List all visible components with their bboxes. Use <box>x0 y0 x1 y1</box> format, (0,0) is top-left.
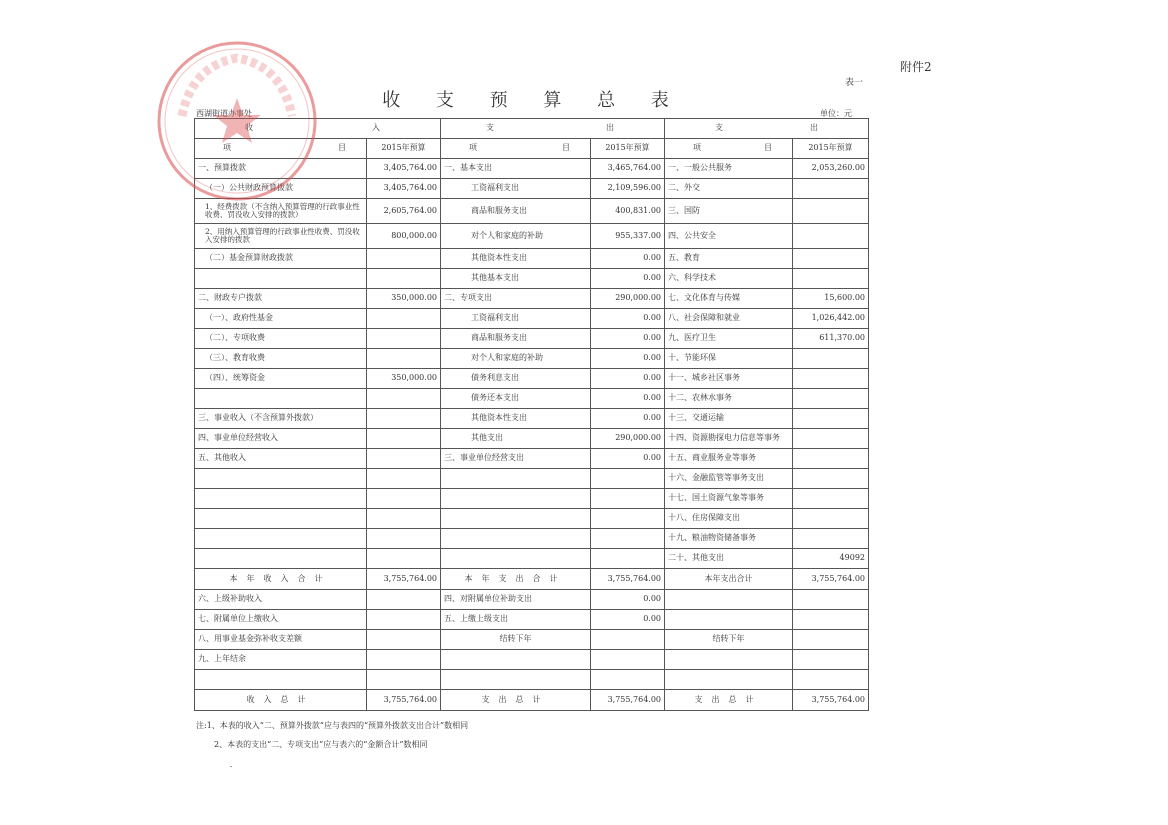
income-amount <box>367 269 441 289</box>
income-item <box>195 469 367 489</box>
table-row <box>195 529 869 549</box>
expense-func-item: 七、文化体育与传媒 <box>665 289 793 309</box>
expense-econ-amount <box>591 650 665 670</box>
income-item: 三、事业收入（不含预算外拨款） <box>195 409 367 429</box>
income-item: （三）、教育收费 <box>195 349 367 369</box>
table-row <box>195 489 869 509</box>
income-item: 四、事业单位经营收入 <box>195 429 367 449</box>
expense-econ-item: 四、对附属单位补助支出 <box>441 590 591 610</box>
income-item <box>195 269 367 289</box>
expense-econ-amount <box>591 630 665 650</box>
income-header <box>195 119 441 139</box>
table-row <box>195 409 869 429</box>
expense-econ-item <box>441 509 591 529</box>
table-number: 表一 <box>845 78 864 88</box>
table-row <box>195 329 869 349</box>
income-amount: 350,000.00 <box>367 289 441 309</box>
expense-func-amount <box>793 349 869 369</box>
income-item: （一）公共财政预算拨款 <box>195 179 367 199</box>
expense-econ-amount <box>591 489 665 509</box>
expense-func-item: 二十、其他支出 <box>665 549 793 569</box>
income-amount <box>367 670 441 690</box>
expense-func-amount <box>793 650 869 670</box>
income-amount <box>367 529 441 549</box>
expense-func-amount <box>793 369 869 389</box>
expense-func-amount <box>793 179 869 199</box>
notes <box>196 716 468 754</box>
income-item: （二）、专项收费 <box>195 329 367 349</box>
expense-func-amount <box>793 590 869 610</box>
expense-econ-amount: 2,109,596.00 <box>591 179 665 199</box>
item-header <box>665 139 793 159</box>
expense-econ-item: 债务利息支出 <box>441 369 591 389</box>
expense-econ-item <box>441 469 591 489</box>
income-amount: 350,000.00 <box>367 369 441 389</box>
table-row <box>195 610 869 630</box>
table-subheader-row <box>195 139 869 159</box>
income-item <box>195 549 367 569</box>
expense-func-amount: 611,370.00 <box>793 329 869 349</box>
year-total-row <box>195 569 869 590</box>
expense-econ-amount: 0.00 <box>591 329 665 349</box>
expense-econ-amount: 0.00 <box>591 249 665 269</box>
expense-econ-amount: 0.00 <box>591 389 665 409</box>
income-item: 九、上年结余 <box>195 650 367 670</box>
expense-func-grand-total-amount: 3,755,764.00 <box>793 690 869 711</box>
expense-func-amount: 2,053,260.00 <box>793 159 869 179</box>
expense-econ-item <box>441 529 591 549</box>
scan-speck <box>230 766 232 767</box>
table-row <box>195 369 869 389</box>
expense-func-item: 五、教育 <box>665 249 793 269</box>
income-item: 一、预算拨款 <box>195 159 367 179</box>
income-item <box>195 489 367 509</box>
expense-func-item: 结转下年 <box>665 630 793 650</box>
expense-econ-item <box>441 670 591 690</box>
expense-econ-item: 一、基本支出 <box>441 159 591 179</box>
expense-econ-item <box>441 549 591 569</box>
table-row <box>195 249 869 269</box>
expense-func-amount <box>793 449 869 469</box>
expense-econ-year-total-label: 本年支出合计 <box>441 569 591 590</box>
expense-econ-item: 工资福利支出 <box>441 179 591 199</box>
expense-econ-amount: 0.00 <box>591 309 665 329</box>
expense-econ-item <box>441 489 591 509</box>
expense-func-amount: 15,600.00 <box>793 289 869 309</box>
expense-func-amount <box>793 429 869 449</box>
expense-econ-amount <box>591 549 665 569</box>
expense-func-item: 三、国防 <box>665 199 793 224</box>
expense-func-item: 十五、商业服务业等事务 <box>665 449 793 469</box>
expense-econ-amount <box>591 670 665 690</box>
income-year-total-amount: 3,755,764.00 <box>367 569 441 590</box>
expense-econ-item: 工资福利支出 <box>441 309 591 329</box>
income-amount <box>367 249 441 269</box>
expense-econ-amount: 0.00 <box>591 590 665 610</box>
table-row <box>195 349 869 369</box>
expense-econ-header <box>441 119 665 139</box>
income-amount <box>367 309 441 329</box>
expense-econ-item: 其他基本支出 <box>441 269 591 289</box>
expense-func-item: 八、社会保障和就业 <box>665 309 793 329</box>
expense-econ-item <box>441 650 591 670</box>
expense-func-item: 十、节能环保 <box>665 349 793 369</box>
expense-func-amount <box>793 509 869 529</box>
grand-total-row <box>195 690 869 711</box>
expense-econ-amount: 400,831.00 <box>591 199 665 224</box>
income-amount: 800,000.00 <box>367 224 441 249</box>
expense-func-item: 九、医疗卫生 <box>665 329 793 349</box>
table-body <box>195 119 869 711</box>
income-grand-total-label: 收入总计 <box>195 690 367 711</box>
expense-func-header-right: 出 <box>810 123 818 133</box>
expense-econ-item: 结转下年 <box>441 630 591 650</box>
table-row <box>195 224 869 249</box>
item-header-left: 项 <box>223 143 231 153</box>
expense-func-amount: 1,026,442.00 <box>793 309 869 329</box>
table-row <box>195 469 869 489</box>
item-header-right: 目 <box>764 143 772 153</box>
expense-func-grand-total-label: 支出总计 <box>665 690 793 711</box>
income-grand-total-amount: 3,755,764.00 <box>367 690 441 711</box>
expense-func-amount <box>793 249 869 269</box>
income-amount <box>367 650 441 670</box>
page-title: 收 支 预 算 总 表 <box>382 90 684 111</box>
budget-year-header: 2015年预算 <box>793 139 869 159</box>
expense-econ-amount: 290,000.00 <box>591 289 665 309</box>
expense-econ-amount: 0.00 <box>591 610 665 630</box>
expense-func-amount <box>793 610 869 630</box>
expense-econ-amount: 0.00 <box>591 349 665 369</box>
expense-func-item: 六、科学技术 <box>665 269 793 289</box>
expense-func-item: 十三、交通运输 <box>665 409 793 429</box>
expense-func-item: 十二、农林水事务 <box>665 389 793 409</box>
item-header-right: 目 <box>562 143 570 153</box>
income-amount <box>367 349 441 369</box>
table-row <box>195 549 869 569</box>
unit-label: 单位：元 <box>820 109 852 118</box>
expense-func-header <box>665 119 869 139</box>
expense-func-amount <box>793 389 869 409</box>
table-row <box>195 159 869 179</box>
expense-econ-item: 商品和服务支出 <box>441 329 591 349</box>
income-amount: 2,605,764.00 <box>367 199 441 224</box>
income-amount <box>367 610 441 630</box>
table-row <box>195 630 869 650</box>
expense-econ-grand-total-amount: 3,755,764.00 <box>591 690 665 711</box>
income-item <box>195 670 367 690</box>
table-row <box>195 289 869 309</box>
income-item <box>195 389 367 409</box>
table-row <box>195 179 869 199</box>
income-amount <box>367 329 441 349</box>
income-amount <box>367 509 441 529</box>
budget-year-header: 2015年预算 <box>367 139 441 159</box>
note-1: 注:1、本表的收入“二、预算外拨款”应与表四的“预算外拨款支出合计”数相同 <box>196 721 469 730</box>
table-row <box>195 389 869 409</box>
income-item <box>195 509 367 529</box>
expense-econ-year-total-amount: 3,755,764.00 <box>591 569 665 590</box>
expense-econ-item: 五、上缴上级支出 <box>441 610 591 630</box>
expense-func-item <box>665 650 793 670</box>
expense-econ-amount: 0.00 <box>591 369 665 389</box>
income-item: 二、财政专户拨款 <box>195 289 367 309</box>
expense-econ-amount: 0.00 <box>591 409 665 429</box>
table-header-row <box>195 119 869 139</box>
income-item <box>195 529 367 549</box>
expense-func-item: 十一、城乡社区事务 <box>665 369 793 389</box>
expense-func-item: 四、公共安全 <box>665 224 793 249</box>
expense-func-amount <box>793 469 869 489</box>
income-amount <box>367 630 441 650</box>
expense-func-year-total-label: 本年支出合计 <box>665 569 793 590</box>
expense-econ-item: 商品和服务支出 <box>441 199 591 224</box>
expense-func-amount <box>793 670 869 690</box>
table-row <box>195 650 869 670</box>
expense-econ-header-left: 支 <box>486 123 494 133</box>
expense-econ-item: 债务还本支出 <box>441 389 591 409</box>
income-header-right: 入 <box>372 123 380 133</box>
expense-econ-grand-total-label: 支出总计 <box>441 690 591 711</box>
expense-func-amount <box>793 199 869 224</box>
expense-econ-header-right: 出 <box>606 123 614 133</box>
table-row <box>195 449 869 469</box>
table-row <box>195 429 869 449</box>
expense-econ-item: 三、事业单位经营支出 <box>441 449 591 469</box>
item-header-left: 项 <box>469 143 477 153</box>
expense-func-amount <box>793 409 869 429</box>
expense-econ-item: 二、专项支出 <box>441 289 591 309</box>
table-row <box>195 509 869 529</box>
expense-econ-item: 其他支出 <box>441 429 591 449</box>
organization-name: 西湖街道办事处 <box>196 109 252 118</box>
expense-func-item: 十四、资源勘探电力信息等事务 <box>665 429 793 449</box>
expense-econ-amount: 0.00 <box>591 269 665 289</box>
table-row <box>195 199 869 224</box>
expense-econ-item: 其他资本性支出 <box>441 409 591 429</box>
item-header <box>195 139 367 159</box>
expense-func-year-total-amount: 3,755,764.00 <box>793 569 869 590</box>
expense-econ-amount <box>591 529 665 549</box>
income-amount <box>367 549 441 569</box>
income-year-total-label: 本年收入合计 <box>195 569 367 590</box>
expense-func-amount <box>793 489 869 509</box>
expense-func-item <box>665 670 793 690</box>
attachment-label: 附件2 <box>900 60 932 74</box>
income-item: 1、经费拨款（不含纳入预算管理的行政事业性收费、罚没收入安排的拨款） <box>195 199 367 224</box>
expense-func-item <box>665 610 793 630</box>
budget-summary-table <box>194 118 869 711</box>
income-amount <box>367 409 441 429</box>
expense-econ-amount: 290,000.00 <box>591 429 665 449</box>
expense-econ-amount: 955,337.00 <box>591 224 665 249</box>
budget-year-header: 2015年预算 <box>591 139 665 159</box>
expense-func-item: 一、一般公共服务 <box>665 159 793 179</box>
note-2: 2、本表的支出“二、专项支出”应与表六的“金额合计”数相同 <box>214 740 428 749</box>
expense-econ-amount: 3,465,764.00 <box>591 159 665 179</box>
income-amount <box>367 469 441 489</box>
expense-func-amount: 49092 <box>793 549 869 569</box>
table-row <box>195 309 869 329</box>
expense-func-amount <box>793 529 869 549</box>
item-header-right: 目 <box>338 143 346 153</box>
expense-econ-amount: 0.00 <box>591 449 665 469</box>
expense-func-item <box>665 590 793 610</box>
item-header-left: 项 <box>693 143 701 153</box>
income-item: （二）基金预算财政拨款 <box>195 249 367 269</box>
table-row <box>195 670 869 690</box>
income-amount: 3,405,764.00 <box>367 179 441 199</box>
income-item: 七、附属单位上缴收入 <box>195 610 367 630</box>
expense-func-item: 十七、国土资源气象等事务 <box>665 489 793 509</box>
item-header <box>441 139 591 159</box>
expense-func-amount <box>793 224 869 249</box>
expense-func-item: 十八、住房保障支出 <box>665 509 793 529</box>
income-item: 六、上级补助收入 <box>195 590 367 610</box>
income-item: 五、其他收入 <box>195 449 367 469</box>
expense-econ-item: 对个人和家庭的补助 <box>441 349 591 369</box>
income-item: 2、用纳入预算管理的行政事业性收费、罚没收入安排的拨款 <box>195 224 367 249</box>
expense-econ-item: 其他资本性支出 <box>441 249 591 269</box>
expense-func-item: 十六、金融监管等事务支出 <box>665 469 793 489</box>
expense-func-amount <box>793 269 869 289</box>
expense-econ-item: 对个人和家庭的补助 <box>441 224 591 249</box>
income-item: 八、用事业基金弥补收支差额 <box>195 630 367 650</box>
income-amount <box>367 590 441 610</box>
income-amount <box>367 389 441 409</box>
income-amount: 3,405,764.00 <box>367 159 441 179</box>
expense-econ-amount <box>591 469 665 489</box>
income-amount <box>367 489 441 509</box>
expense-func-item: 二、外交 <box>665 179 793 199</box>
expense-func-header-left: 支 <box>715 123 723 133</box>
expense-func-amount <box>793 630 869 650</box>
expense-func-item: 十九、粮油物资储备事务 <box>665 529 793 549</box>
income-header-left: 收 <box>245 123 253 133</box>
table-row <box>195 590 869 610</box>
table-row <box>195 269 869 289</box>
income-item: （四）、统筹资金 <box>195 369 367 389</box>
income-item: （一）、政府性基金 <box>195 309 367 329</box>
income-amount <box>367 429 441 449</box>
income-amount <box>367 449 441 469</box>
expense-econ-amount <box>591 509 665 529</box>
